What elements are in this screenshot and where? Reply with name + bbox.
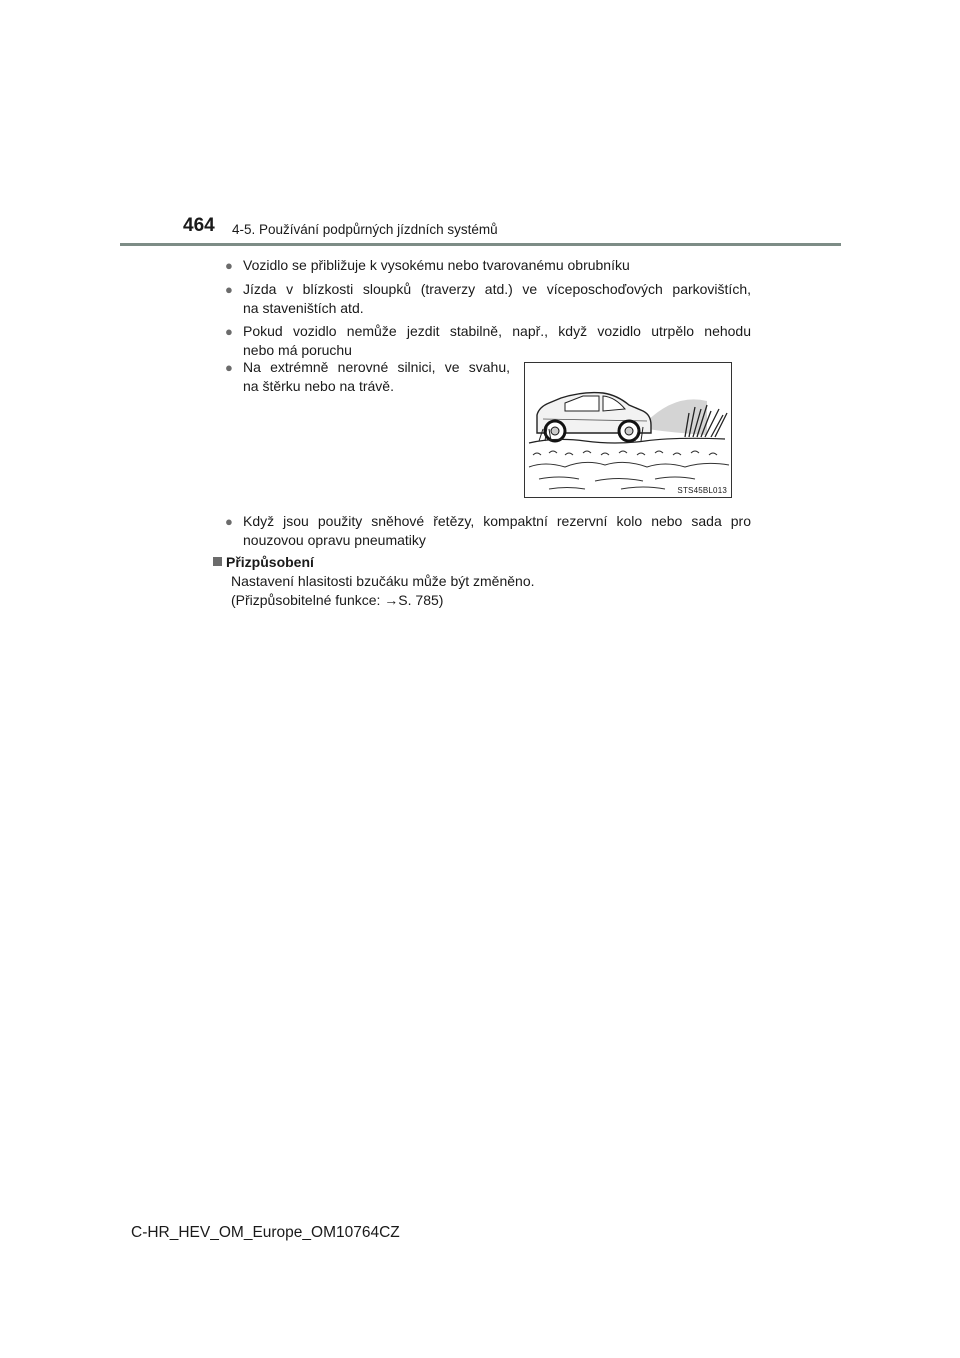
- chapter-title: 4-5. Používání podpůrných jízdních systémů: [232, 222, 498, 237]
- footer-doc-id: C-HR_HEV_OM_Europe_OM10764CZ: [131, 1224, 400, 1241]
- list-item: [225, 256, 751, 275]
- wheel-hub: [551, 427, 559, 435]
- section-paragraph: (Přizpůsobitelné funkce: →S. 785): [231, 592, 444, 608]
- section-heading: [213, 553, 314, 572]
- line: nouzovou opravu pneumatiky: [243, 532, 426, 548]
- line: Na extrémně nerovné silnici, ve svahu,: [243, 359, 510, 375]
- list-item-text: [243, 358, 510, 396]
- line: na staveništích atd.: [243, 300, 364, 316]
- list-item: [225, 512, 751, 550]
- list-item-text: [243, 280, 751, 318]
- bullet-icon: ●: [225, 282, 233, 297]
- gravel: [529, 462, 729, 467]
- header-rule: [120, 243, 841, 246]
- list-item-text: [243, 256, 751, 275]
- line: nebo má poruchu: [243, 342, 352, 358]
- line: Jízda v blízkosti sloupků (traverzy atd.) ve víceposchoďových parkovištích,: [243, 281, 751, 297]
- line: na štěrku nebo na trávě.: [243, 378, 394, 394]
- list-item: [225, 280, 751, 318]
- line: Vozidlo se přibližuje k vysokému nebo tvarovanému obrubníku: [243, 257, 630, 273]
- section-title: Přizpůsobení: [226, 554, 314, 570]
- headlight-beam: [645, 399, 707, 435]
- figure-code: STS45BL013: [677, 486, 727, 495]
- bullet-icon: ●: [225, 514, 233, 529]
- page-number: 464: [183, 215, 215, 236]
- list-item: [225, 358, 510, 396]
- square-bullet-icon: [213, 557, 222, 566]
- list-item-text: [243, 512, 751, 550]
- wheel-hub: [625, 427, 633, 435]
- figure: [524, 362, 732, 498]
- line: Když jsou použity sněhové řetězy, kompaktní rezervní kolo nebo sada pro: [243, 513, 751, 529]
- list-item-text: [243, 322, 751, 360]
- section-paragraph: Nastavení hlasitosti bzučáku může být změněno.: [231, 573, 535, 589]
- car-on-rough-terrain-illustration: [525, 363, 732, 498]
- ground-ripple: [539, 477, 695, 489]
- line: Pokud vozidlo nemůže jezdit stabilně, např., když vozidlo utrpělo nehodu: [243, 323, 751, 339]
- gravel: [533, 451, 717, 455]
- bullet-icon: ●: [225, 258, 233, 273]
- bullet-icon: ●: [225, 324, 233, 339]
- list-item: [225, 322, 751, 360]
- bullet-icon: ●: [225, 360, 233, 375]
